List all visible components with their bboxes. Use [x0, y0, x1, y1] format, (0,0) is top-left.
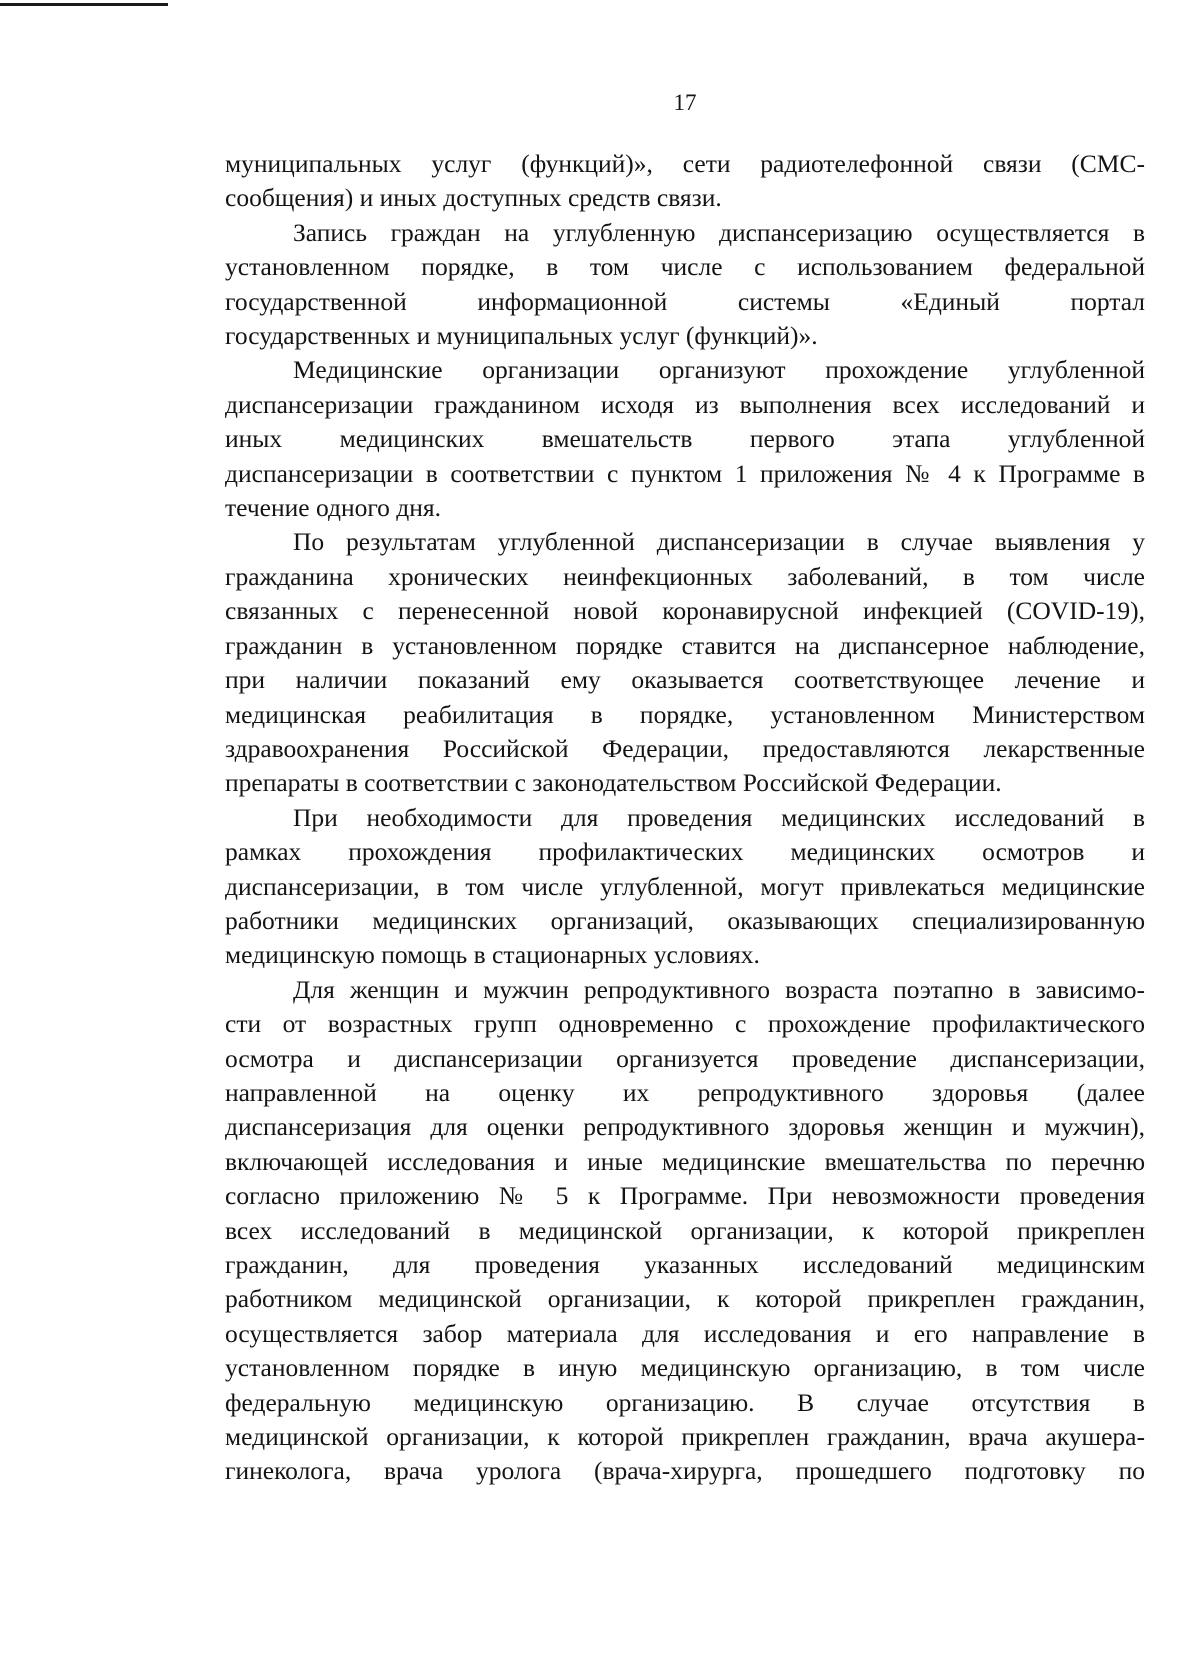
text-line: Запись граждан на углубленную диспансеризацию осуществляется в	[293, 217, 1145, 247]
text-line: федеральную медицинскую организацию. В случае отсутствия в	[225, 1387, 1145, 1417]
text-line: здравоохранения Российской Федерации, предоставляются лекарственные	[225, 733, 1145, 763]
text-line: диспансеризация для оценки репродуктивного здоровья женщин и мужчин),	[225, 1112, 1145, 1142]
text-line: медицинскую помощь в стационарных условиях.	[225, 940, 760, 970]
text-line: диспансеризации в соответствии с пунктом 1 приложения № 4 к Программе в	[225, 458, 1145, 488]
text-line: работником медицинской организации, к которой прикреплен гражданин,	[225, 1284, 1145, 1314]
text-line: течение одного дня.	[225, 493, 442, 523]
page-number: 17	[673, 90, 697, 115]
text-line: работники медицинских организаций, оказывающих специализированную	[225, 905, 1145, 935]
text-line: гражданин, для проведения указанных исследований медицинским	[225, 1250, 1145, 1279]
text-line: иных медицинских вмешательств первого этапа углубленной	[225, 424, 1145, 454]
text-line: гражданин в установленном порядке ставится на диспансерное наблюдение,	[225, 630, 1145, 660]
text-line: Медицинские организации организуют прохождение углубленной	[293, 355, 1145, 385]
text-line: осмотра и диспансеризации организуется проведение диспансеризации,	[225, 1043, 1145, 1073]
text-line: диспансеризации гражданином исходя из выполнения всех исследований и	[225, 389, 1145, 419]
text-line: государственной информационной системы «Единый портал	[225, 286, 1145, 316]
document-body	[225, 147, 1145, 1489]
text-line: направленной на оценку их репродуктивного здоровья (далее	[225, 1077, 1145, 1107]
text-line: сообщения) и иных доступных средств связи.	[225, 183, 722, 213]
text-line: При необходимости для проведения медицинских исследований в	[293, 802, 1145, 832]
text-line: осуществляется забор материала для исследования и его направление в	[225, 1318, 1145, 1348]
text-line: сти от возрастных групп одновременно с прохождение профилактического	[225, 1009, 1145, 1039]
text-line: препараты в соответствии с законодательством Российской Федерации.	[225, 768, 1002, 798]
text-line: По результатам углубленной диспансеризации в случае выявления у	[293, 527, 1145, 557]
paragraph	[225, 973, 1145, 1489]
text-line: государственных и муниципальных услуг (функций)».	[225, 321, 818, 351]
text-line: включающей исследования и иные медицинские вмешательства по перечню	[225, 1146, 1145, 1176]
text-line: согласно приложению № 5 к Программе. При невозможности проведения	[225, 1181, 1145, 1211]
text-line: медицинской организации, к которой прикреплен гражданин, врача акушера-	[225, 1422, 1145, 1452]
paragraph	[225, 353, 1145, 525]
text-line: рамках прохождения профилактических медицинских осмотров и	[225, 837, 1145, 867]
paragraph	[225, 801, 1145, 973]
text-line: при наличии показаний ему оказывается соответствующее лечение и	[225, 665, 1145, 695]
text-line: Для женщин и мужчин репродуктивного возраста поэтапно в зависимо-	[293, 974, 1145, 1004]
text-line: гинеколога, врача уролога (врача-хирурга, прошедшего подготовку по	[225, 1456, 1145, 1486]
paragraph	[225, 147, 1145, 216]
text-line: муниципальных услуг (функций)», сети радиотелефонной связи (СМС-	[225, 149, 1145, 178]
text-line: связанных с перенесенной новой коронавирусной инфекцией (COVID-19),	[225, 596, 1145, 626]
text-line: медицинская реабилитация в порядке, установленном Министерством	[225, 699, 1145, 729]
paragraph	[225, 525, 1145, 800]
text-line: гражданина хронических неинфекционных заболеваний, в том числе	[225, 561, 1145, 591]
text-line: установленном порядке, в том числе с использованием федеральной	[225, 252, 1145, 282]
text-line: всех исследований в медицинской организации, к которой прикреплен	[225, 1215, 1145, 1245]
text-line: диспансеризации, в том числе углубленной, могут привлекаться медицинские	[225, 871, 1145, 901]
text-line: установленном порядке в иную медицинскую организацию, в том числе	[225, 1353, 1145, 1383]
paragraph	[225, 216, 1145, 354]
